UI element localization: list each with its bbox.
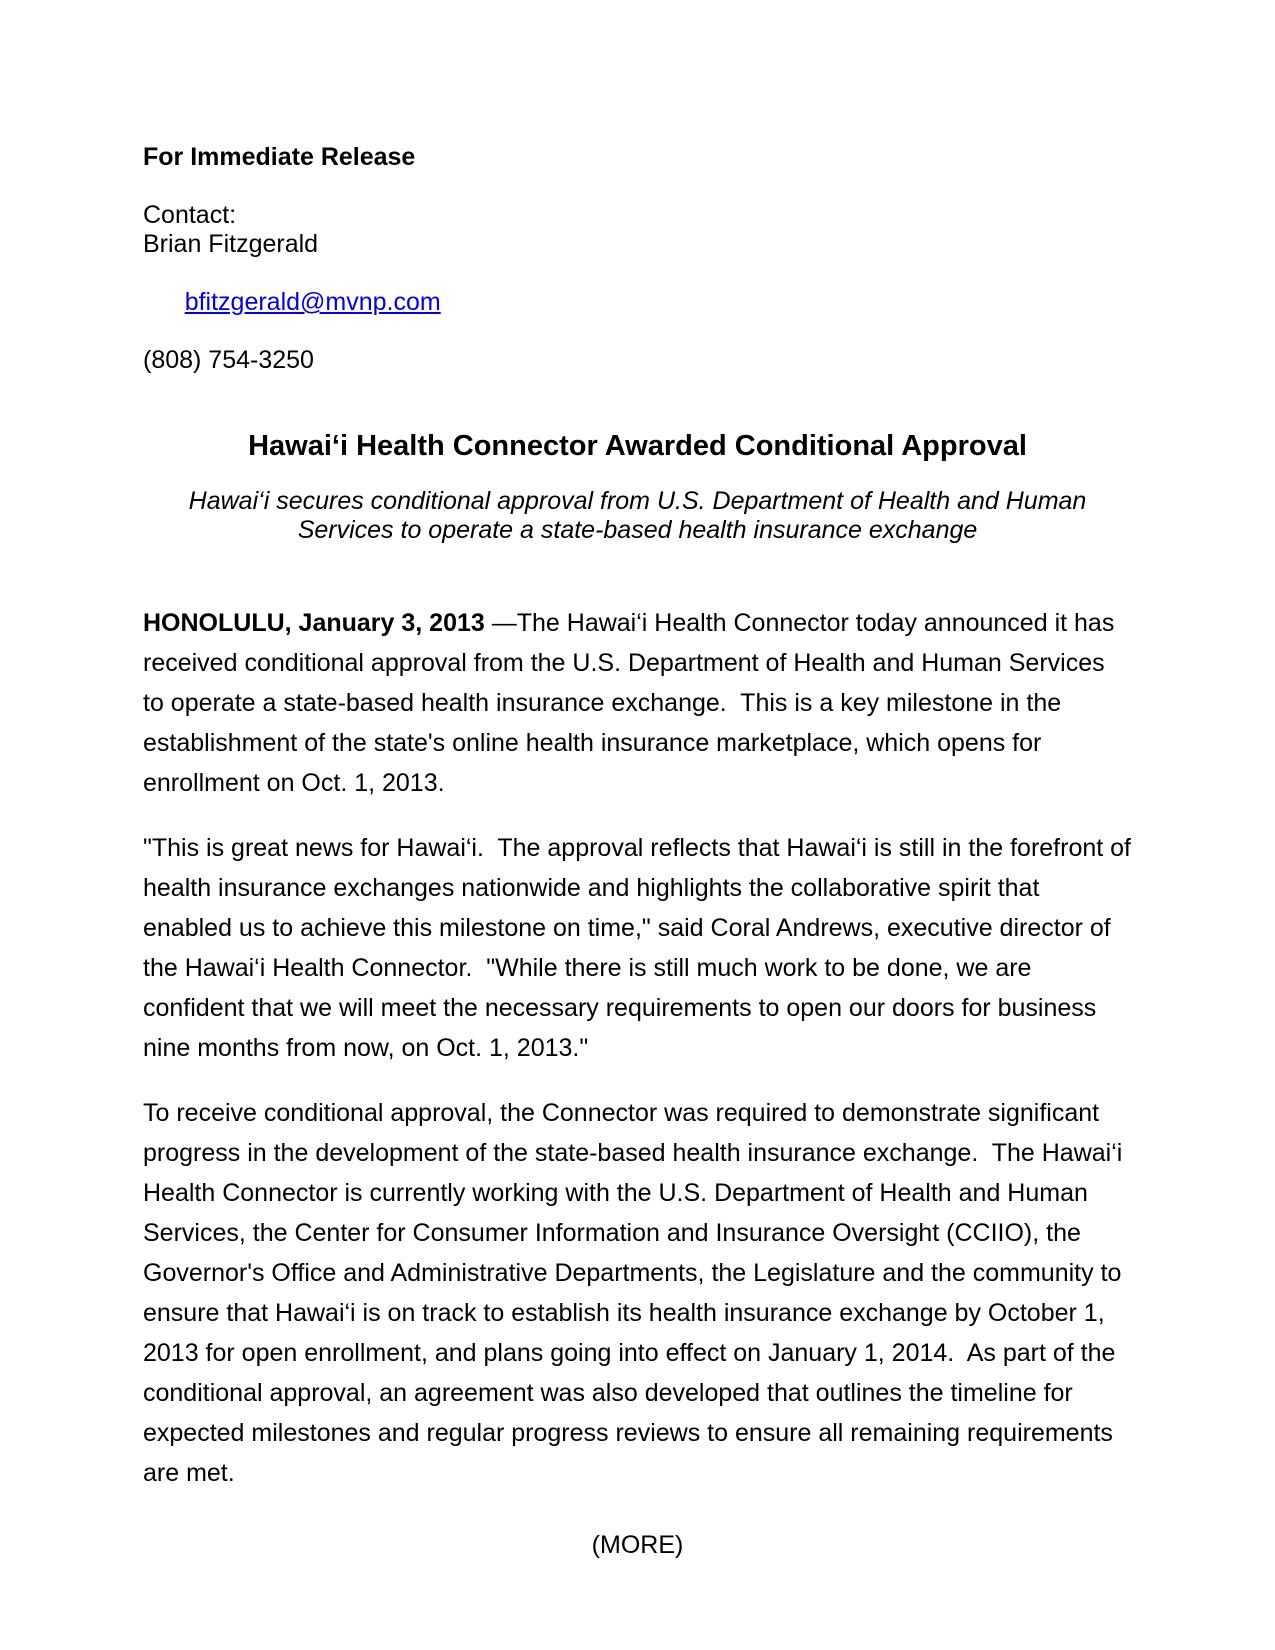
contact-email-link[interactable]: bfitzgerald@mvnp.com (184, 288, 441, 316)
paragraph-dateline-text: —The Hawai‘i Health Connector today announced it has received conditional approval from the U.S. Department of Health and Human Services to operate a state-based health insurance exchange. This is a key milestone in the establishment of the state's online health insurance marketplace, which opens for enrollment on Oct. 1, 2013. (143, 609, 1122, 797)
contact-phone: (808) 754-3250 (143, 346, 314, 374)
contact-block (143, 201, 1132, 375)
subheadline-line-2: Services to operate a state-based health insurance exchange (297, 516, 978, 544)
subheadline-line-1: Hawai‘i secures conditional approval from U.S. Department of Health and Human (188, 487, 1087, 515)
more-label: (MORE) (591, 1531, 684, 1559)
subheadline (143, 487, 1132, 545)
contact-email-line (143, 259, 1132, 346)
release-label: For Immediate Release (143, 143, 416, 171)
paragraph-quote: "This is great news for Hawai‘i. The approval reflects that Hawai‘i is still in the forefront of health insurance exchanges nationwide and highlights the collaborative spirit that enabled us to achieve this milestone on time," said Coral Andrews, executive director of the Hawai‘i Health Connector. "While there is still much work to be done, we are confident that we will meet the necessary requirements to open our doors for business nine months from now, on Oct. 1, 2013." (143, 834, 1138, 1062)
paragraph-requirements: To receive conditional approval, the Connector was required to demonstrate significant progress in the development of the state-based health insurance exchange. The Hawai‘i Health Connector is currently working with the U.S. Department of Health and Human Services, the Center for Consumer Information and Insurance Oversight (CCIIO), the Governor's Office and Administrative Departments, the Legislature and the community to ensure that Hawai‘i is on track to establish its health insurance exchange by October 1, 2013 for open enrollment, and plans going into effect on January 1, 2014. As part of the conditional approval, an agreement was also developed that outlines the timeline for expected milestones and regular progress reviews to ensure all remaining requirements are met. (143, 1099, 1130, 1487)
contact-name: Brian Fitzgerald (143, 230, 319, 258)
paragraph-dateline (143, 603, 1132, 803)
headline: Hawai‘i Health Connector Awarded Conditional Approval (248, 430, 1027, 462)
dateline-lead: HONOLULU, January 3, 2013 (143, 609, 492, 637)
contact-label: Contact: (143, 201, 237, 229)
